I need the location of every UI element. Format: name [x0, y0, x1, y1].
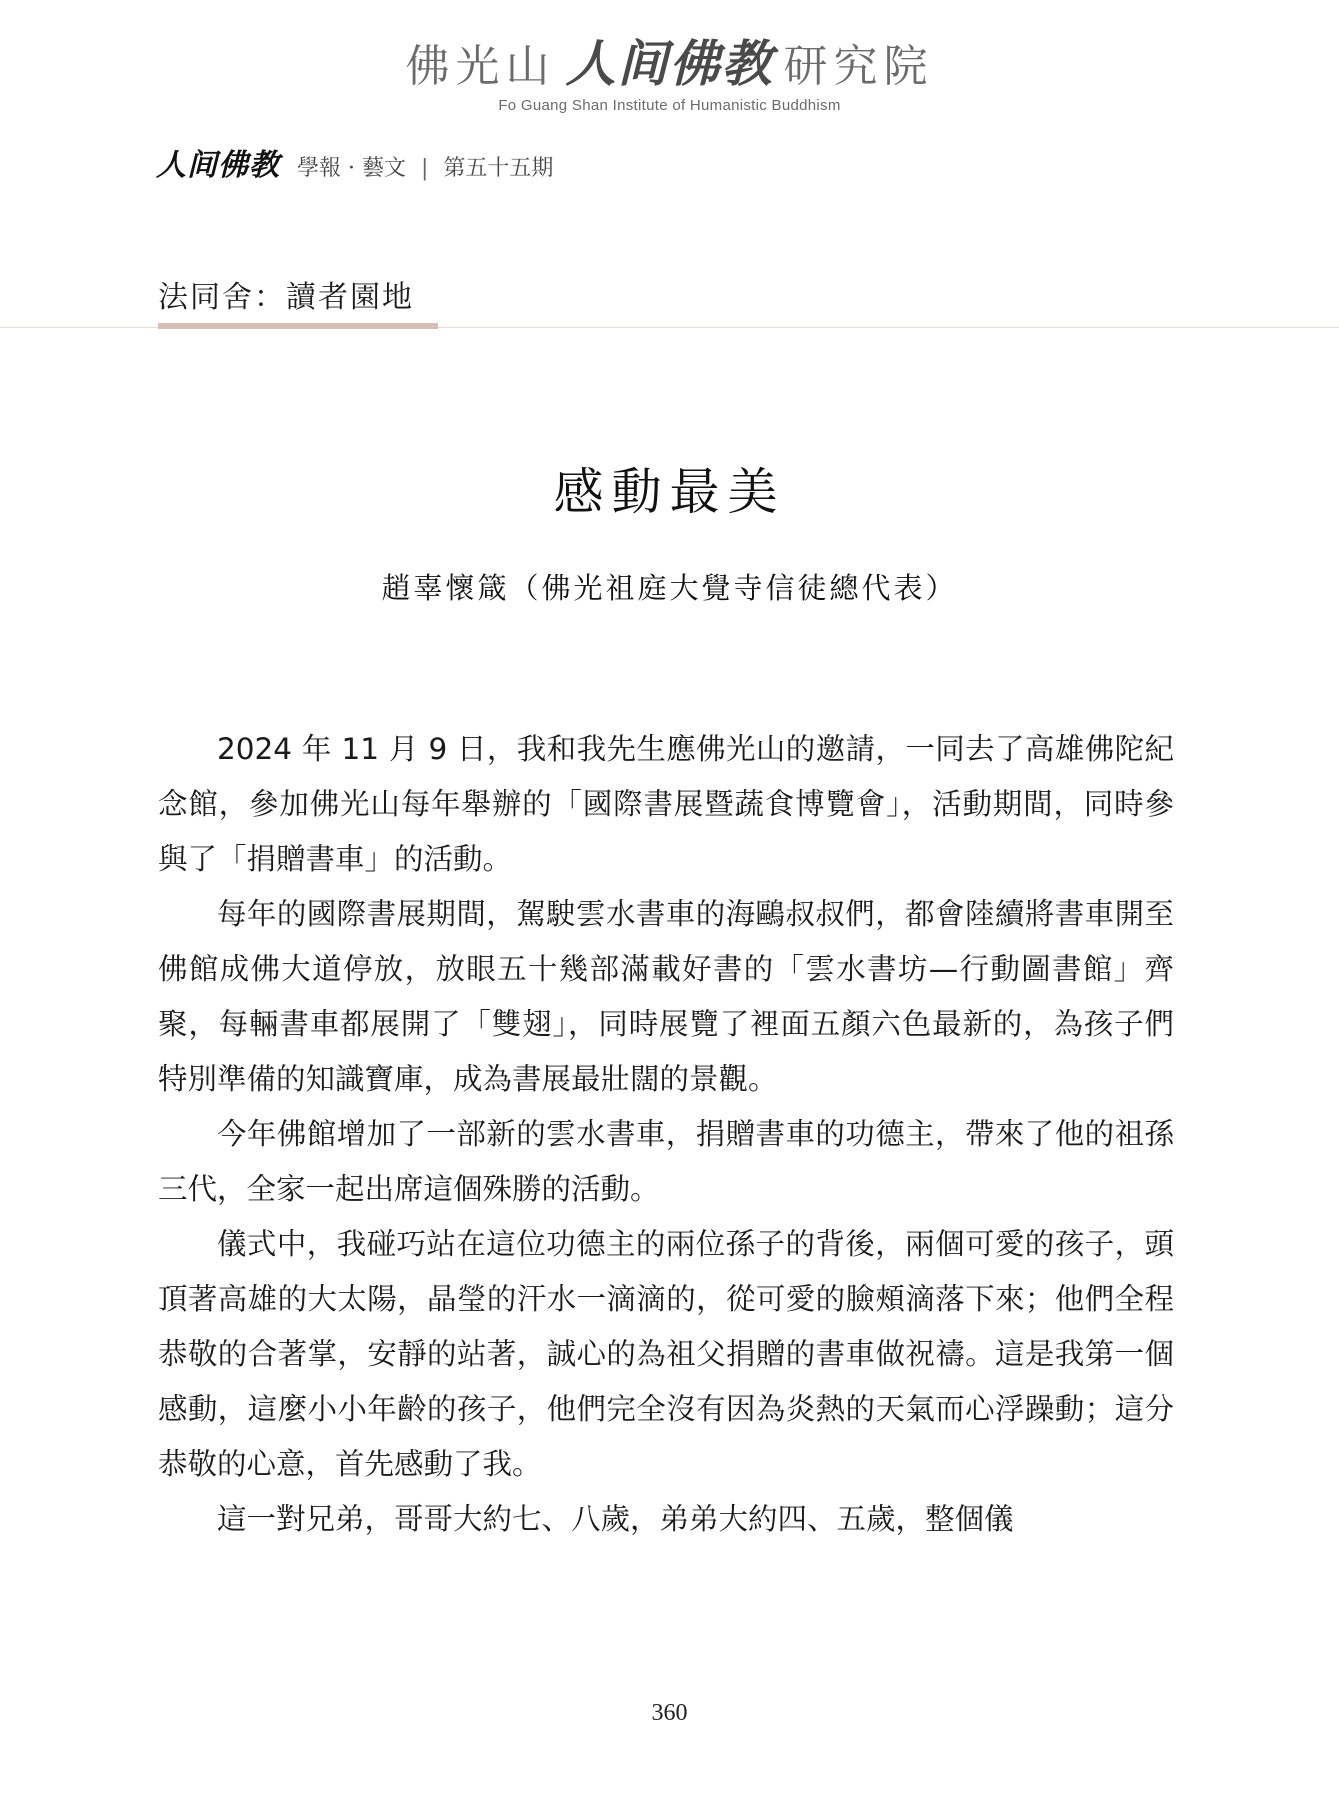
institute-name-en: Fo Guang Shan Institute of Humanistic Buddhism	[498, 97, 841, 115]
article-title: 感動最美	[553, 463, 786, 521]
paragraph: 儀式中，我碰巧站在這位功德主的兩位孫子的背後，兩個可愛的孩子，頭頂著高雄的大太陽，晶瑩的汗水一滴滴的，從可愛的臉頰滴落下來；他們全程恭敬的合著掌，安靜的站著，誠心的為祖父捐贈的書車做祝禱。這是我第一個感動，這麼小小年齡的孩子，他們完全沒有因為炎熱的天氣而心浮躁動；這分恭敬的心意，首先感動了我。	[158, 1227, 1174, 1481]
section-underline-accent	[158, 323, 438, 329]
section-title: 法同舍：讀者園地	[158, 280, 414, 315]
institute-logo	[0, 36, 1339, 114]
paragraph: 每年的國際書展期間，駕駛雲水書車的海鷗叔叔們，都會陸續將書車開至佛館成佛大道停放，放眼五十幾部滿載好書的「雲水書坊—行動圖書館」齊聚，每輛書車都展開了「雙翅」，同時展覽了裡面五顏六色最新的，為孩子們特別準備的知識寶庫，成為書展最壯闊的景觀。	[158, 897, 1174, 1096]
institute-name-cn	[0, 36, 1339, 91]
journal-header	[156, 140, 553, 184]
journal-section: 學報 · 藝文	[297, 156, 406, 181]
paragraph: 這一對兄弟，哥哥大約七、八歲，弟弟大約四、五歲，整個儀	[217, 1502, 1014, 1536]
institute-suffix: 研究院	[783, 41, 934, 92]
institute-prefix: 佛光山	[405, 41, 556, 92]
paragraph: 今年佛館增加了一部新的雲水書車，捐贈書車的功德主，帶來了他的祖孫三代，全家一起出席這個殊勝的活動。	[158, 1117, 1174, 1206]
section-heading	[158, 272, 414, 326]
journal-divider: |	[420, 156, 429, 181]
journal-logo: 人间佛教	[156, 148, 280, 183]
article-body	[158, 722, 1174, 1547]
journal-issue: 第五十五期	[443, 156, 554, 181]
article-author: 趙辜懷箴（佛光祖庭大覺寺信徒總代表）	[381, 571, 958, 605]
institute-calligraphy: 人间佛教	[565, 34, 774, 93]
paragraph: 2024 年 11 月 9 日，我和我先生應佛光山的邀請，一同去了高雄佛陀紀念館，參加佛光山每年舉辦的「國際書展暨蔬食博覽會」，活動期間，同時參與了「捐贈書車」的活動。	[158, 732, 1174, 876]
page-number: 360	[651, 1700, 688, 1726]
